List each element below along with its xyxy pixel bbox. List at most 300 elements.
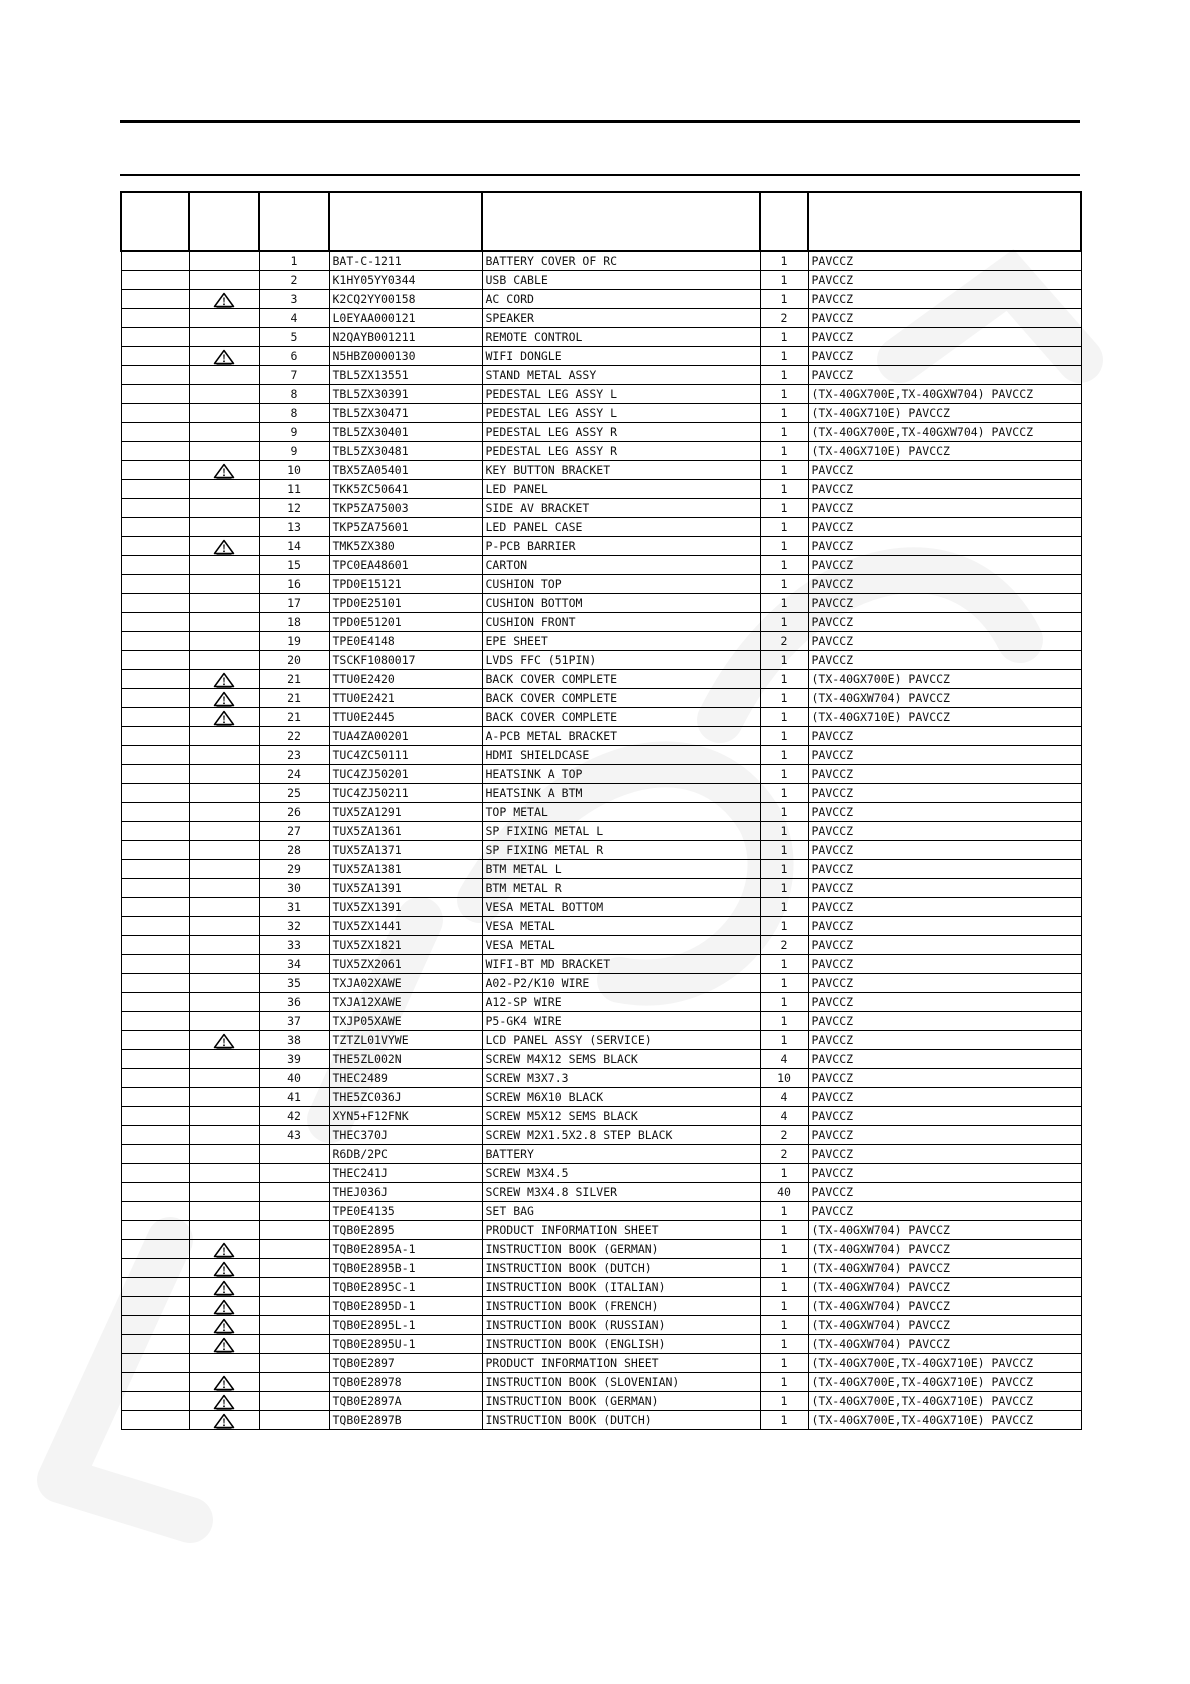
- safety-mark-cell: [189, 708, 259, 727]
- description-cell: CUSHION TOP: [482, 575, 760, 594]
- qty-cell: 1: [760, 1202, 808, 1221]
- ref-no-cell: 33: [259, 936, 329, 955]
- safety-mark-cell: [189, 1316, 259, 1335]
- remarks-cell: PAVCCZ: [808, 1069, 1081, 1088]
- remarks-cell: (TX-40GX700E) PAVCCZ: [808, 670, 1081, 689]
- description-cell: SCREW M3X4.5: [482, 1164, 760, 1183]
- qty-cell: 1: [760, 1012, 808, 1031]
- ref-no-cell: [259, 1145, 329, 1164]
- qty-cell: 1: [760, 651, 808, 670]
- qty-cell: 1: [760, 1259, 808, 1278]
- ref-no-cell: 3: [259, 290, 329, 309]
- remarks-cell: PAVCCZ: [808, 347, 1081, 366]
- blank-cell: [121, 1107, 189, 1126]
- header-cell: [189, 192, 259, 251]
- safety-mark-cell: [189, 1259, 259, 1278]
- ref-no-cell: 4: [259, 309, 329, 328]
- safety-mark-cell: [189, 613, 259, 632]
- ref-no-cell: 1: [259, 251, 329, 271]
- qty-cell: 1: [760, 251, 808, 271]
- qty-cell: 1: [760, 328, 808, 347]
- safety-warning-icon: [213, 1261, 235, 1275]
- ref-no-cell: 7: [259, 366, 329, 385]
- blank-cell: [121, 936, 189, 955]
- ref-no-cell: 17: [259, 594, 329, 613]
- ref-no-cell: 19: [259, 632, 329, 651]
- description-cell: STAND METAL ASSY: [482, 366, 760, 385]
- part-no-cell: TPD0E15121: [329, 575, 482, 594]
- table-row: [121, 1031, 1081, 1050]
- description-cell: BACK COVER COMPLETE: [482, 670, 760, 689]
- blank-cell: [121, 784, 189, 803]
- remarks-cell: PAVCCZ: [808, 461, 1081, 480]
- part-no-cell: TUA4ZA00201: [329, 727, 482, 746]
- safety-warning-icon: [213, 1242, 235, 1256]
- description-cell: INSTRUCTION BOOK (FRENCH): [482, 1297, 760, 1316]
- part-no-cell: R6DB/2PC: [329, 1145, 482, 1164]
- qty-cell: 1: [760, 1221, 808, 1240]
- safety-mark-cell: [189, 1050, 259, 1069]
- qty-cell: 2: [760, 936, 808, 955]
- qty-cell: 4: [760, 1050, 808, 1069]
- safety-warning-icon: [213, 539, 235, 553]
- safety-warning-icon: [213, 1394, 235, 1408]
- blank-cell: [121, 1164, 189, 1183]
- blank-cell: [121, 860, 189, 879]
- qty-cell: 1: [760, 1335, 808, 1354]
- ref-no-cell: 25: [259, 784, 329, 803]
- remarks-cell: PAVCCZ: [808, 974, 1081, 993]
- table-row: [121, 1316, 1081, 1335]
- qty-cell: 1: [760, 803, 808, 822]
- safety-warning-icon: [213, 1413, 235, 1427]
- table-row: [121, 1126, 1081, 1145]
- safety-mark-cell: [189, 1373, 259, 1392]
- ref-no-cell: [259, 1278, 329, 1297]
- description-cell: VESA METAL: [482, 917, 760, 936]
- safety-mark-cell: [189, 1240, 259, 1259]
- remarks-cell: PAVCCZ: [808, 1012, 1081, 1031]
- blank-cell: [121, 251, 189, 271]
- remarks-cell: PAVCCZ: [808, 1145, 1081, 1164]
- table-row: [121, 1335, 1081, 1354]
- description-cell: SP FIXING METAL L: [482, 822, 760, 841]
- blank-cell: [121, 594, 189, 613]
- part-no-cell: K2CQ2YY00158: [329, 290, 482, 309]
- description-cell: EPE SHEET: [482, 632, 760, 651]
- ref-no-cell: 6: [259, 347, 329, 366]
- table-row: [121, 480, 1081, 499]
- remarks-cell: PAVCCZ: [808, 727, 1081, 746]
- ref-no-cell: 32: [259, 917, 329, 936]
- table-row: [121, 1069, 1081, 1088]
- remarks-cell: PAVCCZ: [808, 1031, 1081, 1050]
- safety-warning-icon: [213, 1280, 235, 1294]
- part-no-cell: TQB0E2895D-1: [329, 1297, 482, 1316]
- qty-cell: 1: [760, 993, 808, 1012]
- blank-cell: [121, 1240, 189, 1259]
- description-cell: KEY BUTTON BRACKET: [482, 461, 760, 480]
- description-cell: BTM METAL L: [482, 860, 760, 879]
- ref-no-cell: 13: [259, 518, 329, 537]
- qty-cell: 1: [760, 1031, 808, 1050]
- remarks-cell: (TX-40GXW704) PAVCCZ: [808, 1316, 1081, 1335]
- table-row: [121, 1107, 1081, 1126]
- ref-no-cell: 27: [259, 822, 329, 841]
- ref-no-cell: 35: [259, 974, 329, 993]
- description-cell: HEATSINK A BTM: [482, 784, 760, 803]
- ref-no-cell: 26: [259, 803, 329, 822]
- part-no-cell: TUX5ZX1821: [329, 936, 482, 955]
- header-cell: [808, 192, 1081, 251]
- qty-cell: 1: [760, 1354, 808, 1373]
- remarks-cell: PAVCCZ: [808, 556, 1081, 575]
- table-row: [121, 1240, 1081, 1259]
- blank-cell: [121, 632, 189, 651]
- blank-cell: [121, 822, 189, 841]
- part-no-cell: TTU0E2420: [329, 670, 482, 689]
- part-no-cell: TKK5ZC50641: [329, 480, 482, 499]
- safety-mark-cell: [189, 1411, 259, 1430]
- part-no-cell: TBL5ZX30391: [329, 385, 482, 404]
- blank-cell: [121, 841, 189, 860]
- table-row: [121, 993, 1081, 1012]
- qty-cell: 1: [760, 347, 808, 366]
- qty-cell: 2: [760, 309, 808, 328]
- ref-no-cell: 41: [259, 1088, 329, 1107]
- qty-cell: 40: [760, 1183, 808, 1202]
- description-cell: INSTRUCTION BOOK (ENGLISH): [482, 1335, 760, 1354]
- remarks-cell: PAVCCZ: [808, 917, 1081, 936]
- safety-warning-icon: [213, 672, 235, 686]
- blank-cell: [121, 385, 189, 404]
- part-no-cell: TKP5ZA75601: [329, 518, 482, 537]
- remarks-cell: PAVCCZ: [808, 993, 1081, 1012]
- blank-cell: [121, 575, 189, 594]
- table-row: [121, 1411, 1081, 1430]
- ref-no-cell: 5: [259, 328, 329, 347]
- remarks-cell: PAVCCZ: [808, 594, 1081, 613]
- part-no-cell: THE5ZC036J: [329, 1088, 482, 1107]
- ref-no-cell: 8: [259, 404, 329, 423]
- safety-mark-cell: [189, 575, 259, 594]
- part-no-cell: N2QAYB001211: [329, 328, 482, 347]
- description-cell: HDMI SHIELDCASE: [482, 746, 760, 765]
- table-row: [121, 1202, 1081, 1221]
- header-cell: [121, 192, 189, 251]
- safety-mark-cell: [189, 670, 259, 689]
- blank-cell: [121, 1126, 189, 1145]
- remarks-cell: PAVCCZ: [808, 898, 1081, 917]
- description-cell: PEDESTAL LEG ASSY R: [482, 423, 760, 442]
- ref-no-cell: 15: [259, 556, 329, 575]
- qty-cell: 1: [760, 955, 808, 974]
- description-cell: BATTERY: [482, 1145, 760, 1164]
- part-no-cell: TBX5ZA05401: [329, 461, 482, 480]
- safety-warning-icon: [213, 710, 235, 724]
- qty-cell: 1: [760, 727, 808, 746]
- blank-cell: [121, 898, 189, 917]
- part-no-cell: TBL5ZX30471: [329, 404, 482, 423]
- parts-table-body: [121, 251, 1081, 1430]
- safety-mark-cell: [189, 1126, 259, 1145]
- ref-no-cell: [259, 1202, 329, 1221]
- part-no-cell: THEC370J: [329, 1126, 482, 1145]
- blank-cell: [121, 1373, 189, 1392]
- ref-no-cell: [259, 1373, 329, 1392]
- safety-warning-icon: [213, 1375, 235, 1389]
- qty-cell: 1: [760, 404, 808, 423]
- qty-cell: 1: [760, 879, 808, 898]
- description-cell: A12-SP WIRE: [482, 993, 760, 1012]
- table-row: [121, 537, 1081, 556]
- ref-no-cell: [259, 1354, 329, 1373]
- remarks-cell: PAVCCZ: [808, 822, 1081, 841]
- blank-cell: [121, 461, 189, 480]
- qty-cell: 1: [760, 442, 808, 461]
- part-no-cell: TQB0E2895B-1: [329, 1259, 482, 1278]
- blank-cell: [121, 1031, 189, 1050]
- header-cell: [259, 192, 329, 251]
- blank-cell: [121, 366, 189, 385]
- table-row: [121, 1354, 1081, 1373]
- blank-cell: [121, 670, 189, 689]
- ref-no-cell: 34: [259, 955, 329, 974]
- description-cell: P-PCB BARRIER: [482, 537, 760, 556]
- description-cell: INSTRUCTION BOOK (ITALIAN): [482, 1278, 760, 1297]
- remarks-cell: PAVCCZ: [808, 746, 1081, 765]
- remarks-cell: PAVCCZ: [808, 1050, 1081, 1069]
- description-cell: INSTRUCTION BOOK (RUSSIAN): [482, 1316, 760, 1335]
- table-row: [121, 1183, 1081, 1202]
- part-no-cell: THEJ036J: [329, 1183, 482, 1202]
- table-row: [121, 784, 1081, 803]
- part-no-cell: TXJA12XAWE: [329, 993, 482, 1012]
- qty-cell: 1: [760, 746, 808, 765]
- part-no-cell: TTU0E2421: [329, 689, 482, 708]
- ref-no-cell: 22: [259, 727, 329, 746]
- safety-mark-cell: [189, 841, 259, 860]
- safety-mark-cell: [189, 309, 259, 328]
- table-row: [121, 423, 1081, 442]
- blank-cell: [121, 613, 189, 632]
- qty-cell: 2: [760, 1126, 808, 1145]
- description-cell: VESA METAL BOTTOM: [482, 898, 760, 917]
- part-no-cell: TPE0E4148: [329, 632, 482, 651]
- remarks-cell: (TX-40GX710E) PAVCCZ: [808, 442, 1081, 461]
- safety-mark-cell: [189, 385, 259, 404]
- qty-cell: 4: [760, 1107, 808, 1126]
- remarks-cell: PAVCCZ: [808, 575, 1081, 594]
- part-no-cell: TZTZL01VYWE: [329, 1031, 482, 1050]
- safety-mark-cell: [189, 803, 259, 822]
- qty-cell: 1: [760, 1278, 808, 1297]
- blank-cell: [121, 879, 189, 898]
- description-cell: WIFI DONGLE: [482, 347, 760, 366]
- safety-mark-cell: [189, 1012, 259, 1031]
- part-no-cell: TUX5ZA1391: [329, 879, 482, 898]
- safety-mark-cell: [189, 251, 259, 271]
- ref-no-cell: 16: [259, 575, 329, 594]
- table-row: [121, 1392, 1081, 1411]
- header-cell: [482, 192, 760, 251]
- ref-no-cell: 9: [259, 423, 329, 442]
- part-no-cell: TQB0E2895U-1: [329, 1335, 482, 1354]
- ref-no-cell: [259, 1240, 329, 1259]
- table-row: [121, 290, 1081, 309]
- table-row: [121, 917, 1081, 936]
- safety-mark-cell: [189, 632, 259, 651]
- remarks-cell: (TX-40GX700E,TX-40GXW704) PAVCCZ: [808, 423, 1081, 442]
- table-row: [121, 1221, 1081, 1240]
- description-cell: BATTERY COVER OF RC: [482, 251, 760, 271]
- part-no-cell: TPD0E51201: [329, 613, 482, 632]
- blank-cell: [121, 727, 189, 746]
- description-cell: SCREW M5X12 SEMS BLACK: [482, 1107, 760, 1126]
- part-no-cell: TXJA02XAWE: [329, 974, 482, 993]
- qty-cell: 1: [760, 518, 808, 537]
- table-row: [121, 879, 1081, 898]
- blank-cell: [121, 689, 189, 708]
- qty-cell: 1: [760, 1373, 808, 1392]
- table-row: [121, 518, 1081, 537]
- safety-mark-cell: [189, 556, 259, 575]
- blank-cell: [121, 1354, 189, 1373]
- blank-cell: [121, 1050, 189, 1069]
- table-row: [121, 613, 1081, 632]
- part-no-cell: TUC4ZC50111: [329, 746, 482, 765]
- top-rule: [120, 120, 1080, 123]
- table-row: [121, 251, 1081, 271]
- description-cell: CARTON: [482, 556, 760, 575]
- blank-cell: [121, 442, 189, 461]
- safety-mark-cell: [189, 537, 259, 556]
- part-no-cell: TUX5ZX1391: [329, 898, 482, 917]
- remarks-cell: PAVCCZ: [808, 537, 1081, 556]
- blank-cell: [121, 955, 189, 974]
- blank-cell: [121, 537, 189, 556]
- ref-no-cell: [259, 1183, 329, 1202]
- remarks-cell: (TX-40GXW704) PAVCCZ: [808, 689, 1081, 708]
- part-no-cell: TBL5ZX30401: [329, 423, 482, 442]
- safety-mark-cell: [189, 1031, 259, 1050]
- part-no-cell: XYN5+F12FNK: [329, 1107, 482, 1126]
- safety-warning-icon: [213, 292, 235, 306]
- qty-cell: 1: [760, 708, 808, 727]
- remarks-cell: PAVCCZ: [808, 765, 1081, 784]
- qty-cell: 1: [760, 1297, 808, 1316]
- part-no-cell: L0EYAA000121: [329, 309, 482, 328]
- remarks-cell: PAVCCZ: [808, 651, 1081, 670]
- blank-cell: [121, 290, 189, 309]
- safety-mark-cell: [189, 1335, 259, 1354]
- safety-mark-cell: [189, 366, 259, 385]
- description-cell: BACK COVER COMPLETE: [482, 689, 760, 708]
- part-no-cell: TQB0E2895: [329, 1221, 482, 1240]
- ref-no-cell: 43: [259, 1126, 329, 1145]
- qty-cell: 2: [760, 632, 808, 651]
- table-row: [121, 822, 1081, 841]
- table-row: [121, 708, 1081, 727]
- part-no-cell: TPE0E4135: [329, 1202, 482, 1221]
- blank-cell: [121, 480, 189, 499]
- description-cell: A-PCB METAL BRACKET: [482, 727, 760, 746]
- part-no-cell: TQB0E2897A: [329, 1392, 482, 1411]
- safety-warning-icon: [213, 691, 235, 705]
- ref-no-cell: 2: [259, 271, 329, 290]
- part-no-cell: TQB0E2895L-1: [329, 1316, 482, 1335]
- blank-cell: [121, 1278, 189, 1297]
- blank-cell: [121, 1012, 189, 1031]
- description-cell: TOP METAL: [482, 803, 760, 822]
- part-no-cell: TSCKF1080017: [329, 651, 482, 670]
- ref-no-cell: 37: [259, 1012, 329, 1031]
- qty-cell: 1: [760, 423, 808, 442]
- part-no-cell: THEC241J: [329, 1164, 482, 1183]
- part-no-cell: TUC4ZJ50211: [329, 784, 482, 803]
- ref-no-cell: [259, 1411, 329, 1430]
- blank-cell: [121, 518, 189, 537]
- description-cell: WIFI-BT MD BRACKET: [482, 955, 760, 974]
- safety-mark-cell: [189, 822, 259, 841]
- safety-warning-icon: [213, 1337, 235, 1351]
- description-cell: SCREW M3X4.8 SILVER: [482, 1183, 760, 1202]
- description-cell: INSTRUCTION BOOK (GERMAN): [482, 1240, 760, 1259]
- table-row: [121, 1259, 1081, 1278]
- description-cell: LCD PANEL ASSY (SERVICE): [482, 1031, 760, 1050]
- safety-mark-cell: [189, 461, 259, 480]
- safety-mark-cell: [189, 1145, 259, 1164]
- table-row: [121, 727, 1081, 746]
- table-row: [121, 670, 1081, 689]
- table-row: [121, 765, 1081, 784]
- description-cell: PEDESTAL LEG ASSY L: [482, 385, 760, 404]
- table-row: [121, 309, 1081, 328]
- description-cell: PEDESTAL LEG ASSY R: [482, 442, 760, 461]
- qty-cell: 1: [760, 822, 808, 841]
- blank-cell: [121, 1392, 189, 1411]
- safety-mark-cell: [189, 1392, 259, 1411]
- remarks-cell: PAVCCZ: [808, 499, 1081, 518]
- qty-cell: 1: [760, 670, 808, 689]
- safety-mark-cell: [189, 879, 259, 898]
- ref-no-cell: [259, 1259, 329, 1278]
- qty-cell: 1: [760, 765, 808, 784]
- qty-cell: 1: [760, 613, 808, 632]
- remarks-cell: PAVCCZ: [808, 480, 1081, 499]
- remarks-cell: (TX-40GX710E) PAVCCZ: [808, 708, 1081, 727]
- blank-cell: [121, 1183, 189, 1202]
- header-rule: [120, 174, 1080, 176]
- table-row: [121, 575, 1081, 594]
- part-no-cell: TUX5ZX1441: [329, 917, 482, 936]
- part-no-cell: TUX5ZA1361: [329, 822, 482, 841]
- qty-cell: 1: [760, 480, 808, 499]
- remarks-cell: PAVCCZ: [808, 784, 1081, 803]
- table-row: [121, 1050, 1081, 1069]
- table-row: [121, 347, 1081, 366]
- header-cell: [329, 192, 482, 251]
- safety-mark-cell: [189, 898, 259, 917]
- table-row: [121, 461, 1081, 480]
- table-header-row: [121, 192, 1081, 251]
- table-row: [121, 936, 1081, 955]
- safety-mark-cell: [189, 1297, 259, 1316]
- blank-cell: [121, 309, 189, 328]
- table-row: [121, 689, 1081, 708]
- description-cell: INSTRUCTION BOOK (DUTCH): [482, 1259, 760, 1278]
- blank-cell: [121, 1088, 189, 1107]
